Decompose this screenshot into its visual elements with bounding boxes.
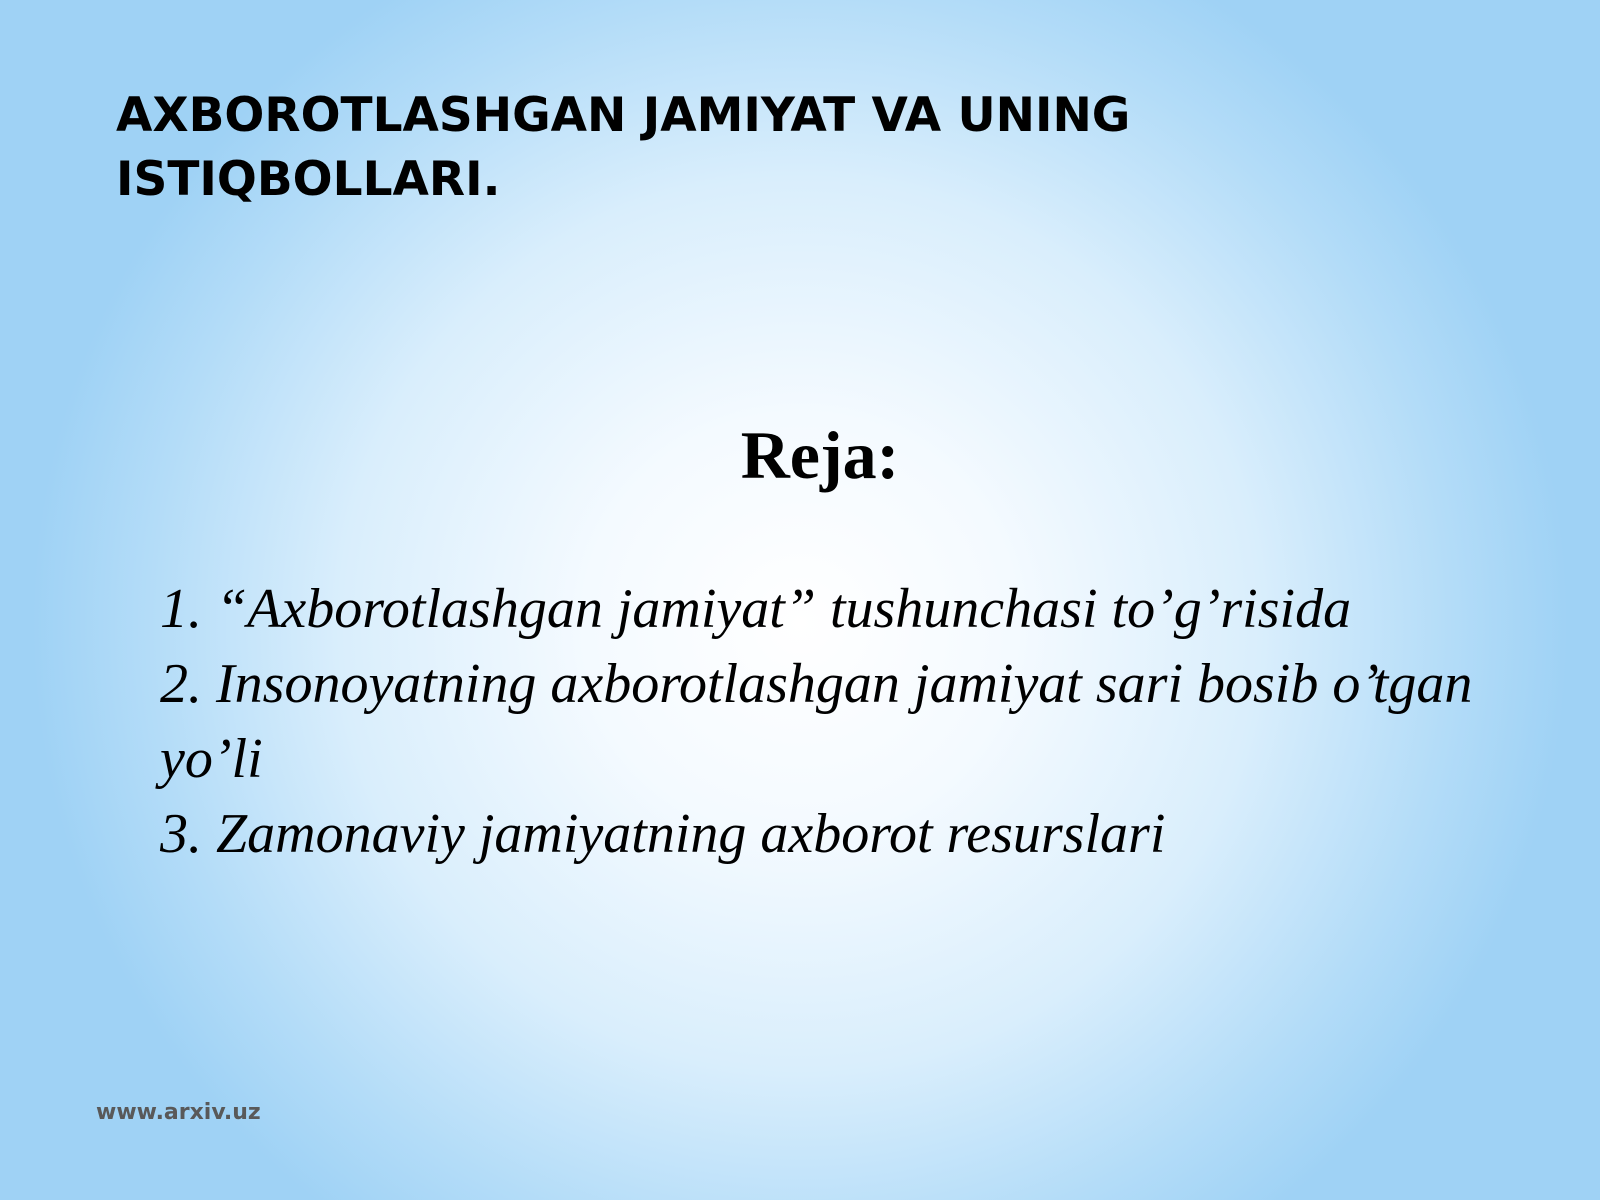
- plan-item-1: 1. “Axborotlashgan jamiyat” tushunchasi to’g’risida: [160, 578, 1352, 640]
- plan-item-2: 2. Insonoyatning axborotlashgan jamiyat sari bosib o’tgan yo’li: [160, 653, 1473, 790]
- slide-title: [116, 84, 1316, 212]
- plan-heading: Reja:: [740, 417, 900, 493]
- slide-title-line2: ISTIQBOLLARI.: [116, 152, 501, 207]
- plan-item-3: 3. Zamonaviy jamiyatning axborot resurslari: [160, 803, 1166, 865]
- plan-list: [160, 572, 1490, 872]
- footer-website: www.arxiv.uz: [96, 1100, 261, 1125]
- slide-title-line1: AXBOROTLASHGAN JAMIYAT VA UNING: [116, 88, 1131, 143]
